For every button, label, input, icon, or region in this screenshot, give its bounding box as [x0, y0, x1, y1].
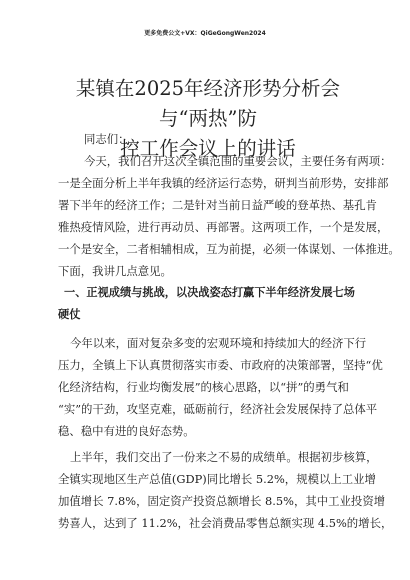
title-line-2: 控工作会议上的讲话 — [120, 137, 296, 160]
paragraph-line: 今年以来，面对复杂多变的宏观环境和持续加大的经济下行 — [70, 336, 367, 350]
paragraph-line: 今天，我们召开这次全镇范围的重要会议，主要任务有两项： — [84, 154, 392, 168]
section-heading: 一、正视成绩与挑战，以决战姿态打赢下半年经济发展七场 — [64, 286, 355, 299]
paragraph-line: 一是全面分析上半年我镇的经济运行态势，研判当前形势，安排部 — [58, 176, 389, 190]
paragraph-line: 全镇实现地区生产总值(GDP)同比增长 5.2%，规模以上工业增 — [58, 472, 376, 486]
paragraph-line: “实”的干劲，攻坚克难，砥砺前行，经济社会发展保持了总体平 — [58, 402, 378, 416]
paragraph-line: 雅热疫情风险，进行再动员、再部署。这两项工作，一个是发展， — [58, 220, 389, 234]
header-watermark: 更多免费公文+VX：QiGeGongWen2024 — [144, 30, 266, 37]
title-line-1: 某镇在2025年经济形势分析会与“两热”防 — [75, 77, 341, 130]
paragraph-line: 压力，全镇上下认真贯彻落实市委、市政府的决策部署，坚持“优 — [58, 358, 383, 372]
paragraph-line: 加值增长 7.8%，固定资产投资总额增长 8.5%，其中工业投资增 — [58, 494, 386, 508]
paragraph-line: 稳、稳中有进的良好态势。 — [58, 424, 195, 438]
section-heading-cont: 硬仗 — [58, 308, 81, 321]
paragraph-line: 势喜人，达到了 11.2%，社会消费品零售总额实现 4.5%的增长， — [58, 516, 393, 530]
paragraph-line: 下面，我讲几点意见。 — [58, 264, 172, 278]
paragraph-line: 化经济结构，行业均衡发展”的核心思路，以“拼”的勇气和 — [58, 380, 349, 394]
paragraph-line: 上半年，我们交出了一份来之不易的成绩单。根据初步核算， — [70, 450, 378, 464]
paragraph-line: 署下半年的经济工作；二是针对当前日益严峻的登革热、基孔肯 — [58, 198, 377, 212]
salutation: 同志们： — [84, 132, 130, 146]
paragraph-line: 一个是安全，二者相辅相成，互为前提，必须一体谋划、一体推进。 — [58, 242, 400, 256]
